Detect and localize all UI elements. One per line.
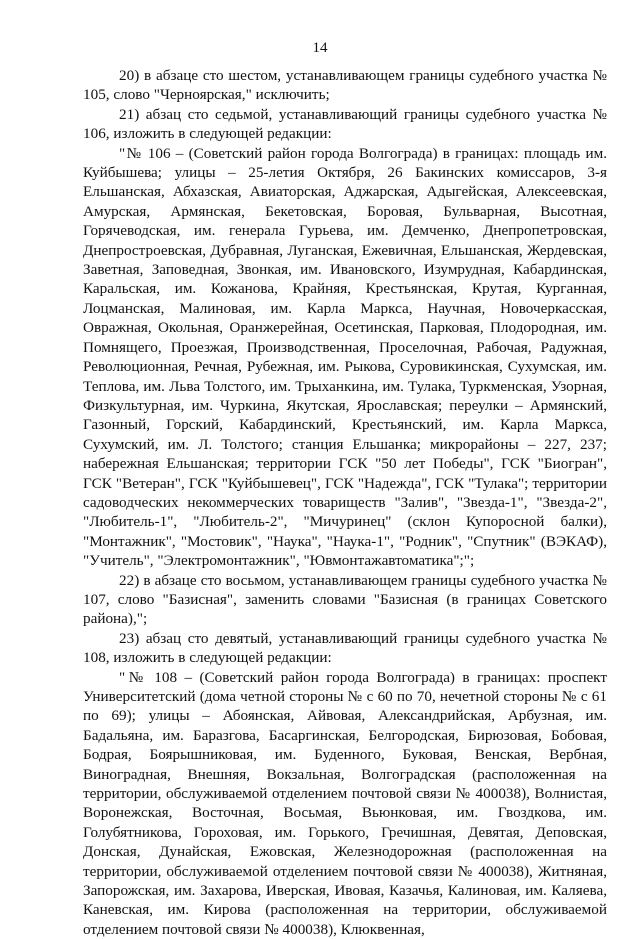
paragraph-item-22: 22) в абзаце сто восьмом, устанавливающем границы судебного участка № 107, слово "Базисная", заменить словами "Базисная (в границах Советского района),";: [83, 571, 607, 628]
paragraph-quote-106: "№ 106 – (Советский район города Волгограда) в границах: площадь им. Куйбышева; улицы – 25-летия Октября, 26 Бакинских комиссаров, 3-я Ельшанская, Абхазская, Авиаторская, Аджарская, Адыгейская, Алексеевская, Амурская, Армянская, Бекетовская, Боровая, Бульварная, Высотная, Горячеводская, им. генерала Гурьева, им. Демченко, Днепропетровская, Днепростроевская, Дубравная, Луганская, Ежевичная, Ельшанская, Жердевская, Заветная, Заповедная, Звонкая, им. Ивановского, Изумрудная, Кабардинская, Каральская, им. Кожанова, Крайняя, Крестьянская, Крутая, Курганная, Лоцманская, Малиновая, им. Карла Маркса, Научная, Новочеркасская, Овражная, Окольная, Оранжерейная, Осетинская, Парковая, Плодородная, им. Помнящего, Проезжая, Производственная, Проселочная, Рабочая, Радужная, Революционная, Речная, Рубежная, им. Рыкова, Суровикинская, Сухумская, им. Теплова, им. Льва Толстого, им. Трыханкина, им. Тулака, Туркменская, Узорная, Физкультурная, им. Чуркина, Якутская, Ярославская; переулки – Армянский, Газонный, Горский, Кабардинский, Крестьянский, им. Карла Маркса, Сухумский, им. Л. Толстого; станция Ельшанка; микрорайоны – 227, 237; набережная Ельшанская; территории ГСК "50 лет Победы", ГСК "Биогран", ГСК "Ветеран", ГСК "Куйбышевец", ГСК "Надежда", ГСК "Тулака"; территории садоводческих некоммерческих товариществ "Залив", "Звезда-1", "Звезда-2", "Любитель-1", "Любитель-2", "Мичуринец" (склон Купоросной балки), "Монтажник", "Мостовик", "Наука", "Наука-1", "Родник", "Спутник" (ВЭКАФ), "Учитель", "Электромонтажник", "Ювмонтажавтоматика";";: [83, 144, 607, 570]
paragraph-item-21: 21) абзац сто седьмой, устанавливающий границы судебного участка № 106, изложить в следующей редакции:: [83, 105, 607, 143]
page-number: 14: [312, 40, 328, 56]
paragraph-item-20: 20) в абзаце сто шестом, устанавливающем границы судебного участка № 105, слово "Черноярская," исключить;: [83, 67, 607, 104]
paragraph-quote-108: "№ 108 – (Советский район города Волгограда) в границах: проспект Университетский (дома четной стороны № с 60 по 70, нечетной стороны № с 61 по 69); улицы – Абоянская, Айвовая, Александрийская, Арбузная, им. Бадальяна, им. Баразгова, Басаргинская, Белгородская, Бирюзовая, Бобовая, Бодрая, Боярышниковая, им. Буденного, Буковая, Венская, Вербная, Виноградная, Внешняя, Вокзальная, Волгоградская (расположенная на территории, обслуживаемой отделением почтовой связи № 400038), Волнистая, Воронежская, Восточная, Восьмая, Вьюнковая, им. Гвоздкова, им. Голубятникова, Гороховая, им. Горького, Гречишная, Девятая, Деповская, Донская, Дунайская, Ежовская, Железнодорожная (расположенная на территории, обслуживаемой отделением почтовой связи № 400038), Житняная, Запорожская, им. Захарова, Иверская, Ивовая, Казачья, Калиновая, им. Каляева, Каневская, им. Кирова (расположенная на территории, обслуживаемой отделением почтовой связи № 400038), Клюквенная,: [83, 668, 607, 938]
paragraph-item-23: 23) абзац сто девятый, устанавливающий границы судебного участка № 108, изложить в следующей редакции:: [83, 629, 607, 667]
document-body: [83, 66, 607, 939]
